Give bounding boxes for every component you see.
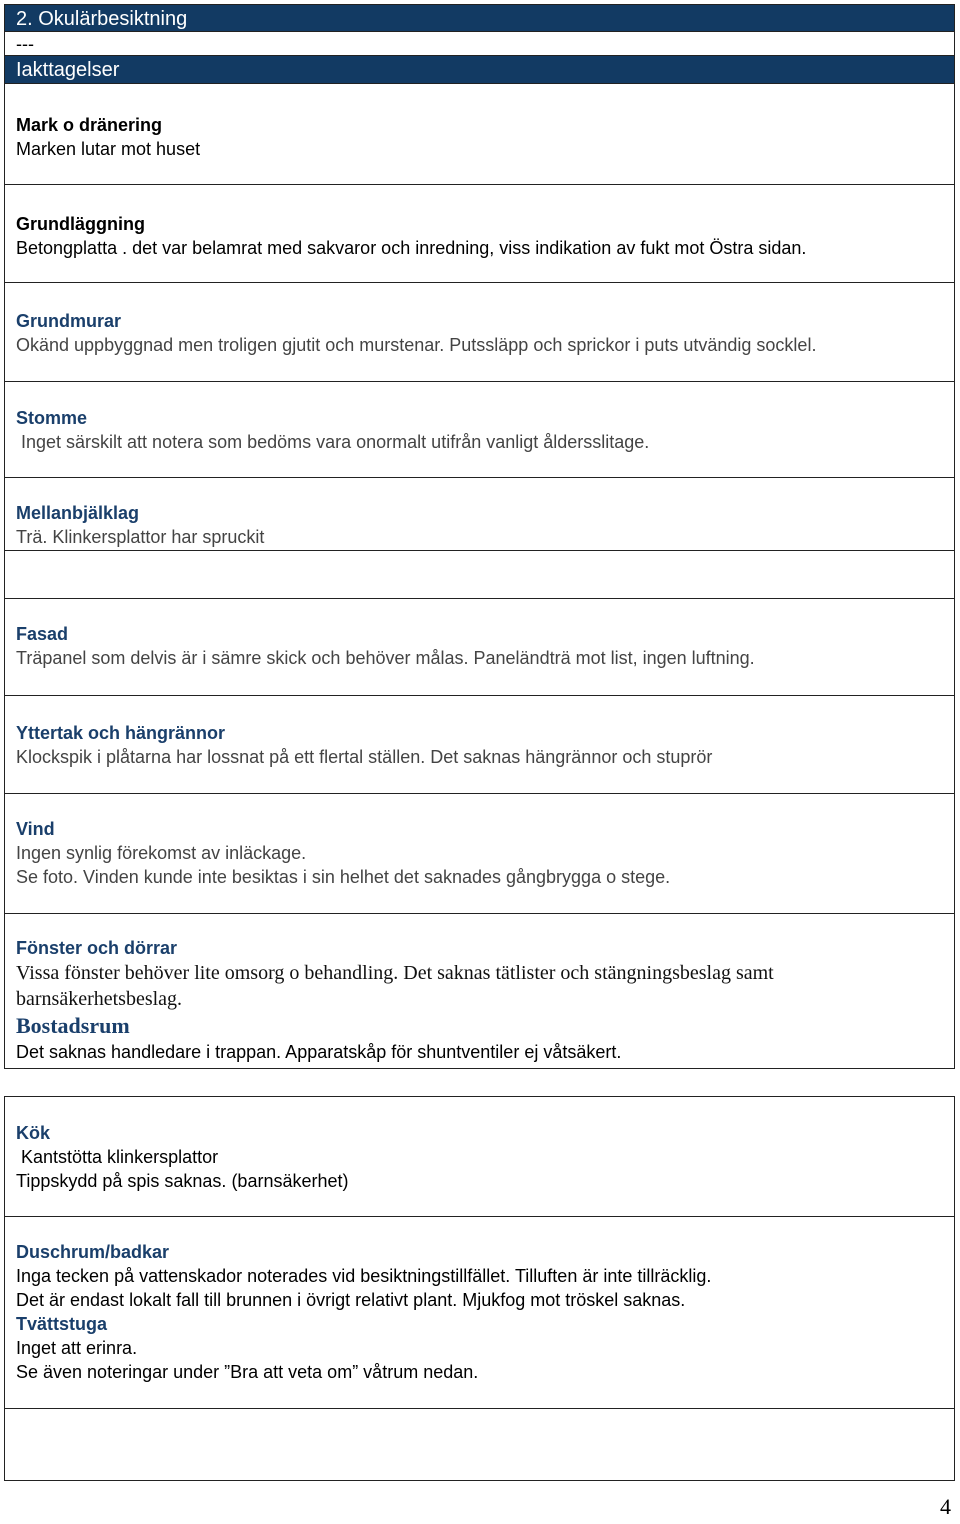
section-heading: Yttertak och hängrännor — [16, 723, 226, 743]
empty-row — [4, 1409, 955, 1481]
section-heading: Mellanbjälklag — [16, 503, 140, 523]
section-text: Träpanel som delvis är i sämre skick och behöver målas. Paneländträ mot list, ingen luftning. — [16, 648, 755, 668]
section-text: Se foto. Vinden kunde inte besiktas i sin helhet det saknades gångbrygga o stege. — [16, 867, 671, 887]
section-text: Trä. Klinkersplattor har spruckit — [16, 527, 265, 547]
section-heading: Fasad — [16, 624, 69, 644]
section-heading-tvattstuga: Tvättstuga — [16, 1314, 108, 1334]
empty-row — [4, 551, 955, 599]
section-text: Vissa fönster behöver lite omsorg o behandling. Det saknas tätlister och stängningsbeslag samt — [16, 962, 774, 984]
section-text: barnsäkerhetsbeslag. — [16, 988, 183, 1010]
section-text: Det är endast lokalt fall till brunnen i övrigt relativt plant. Mjukfog mot tröskel saknas. — [16, 1290, 686, 1310]
section-text: Det saknas handledare i trappan. Apparatskåp för shuntventiler ej våtsäkert. — [16, 1042, 622, 1062]
section-text: Inget att erinra. — [16, 1338, 138, 1358]
section-vind — [4, 794, 955, 914]
section-heading: Stomme — [16, 408, 88, 428]
section-text: Marken lutar mot huset — [16, 139, 201, 159]
section-yttertak — [4, 696, 955, 794]
section-heading: Grundmurar — [16, 311, 122, 331]
observations-title: Iakttagelser — [16, 59, 120, 81]
section-heading: Duschrum/badkar — [16, 1242, 170, 1262]
section-text: Betongplatta . det var belamrat med sakvaror och inredning, viss indikation av fukt mot Östra sidan. — [16, 238, 807, 258]
section-grundmurar — [4, 283, 955, 382]
section-fonster — [4, 914, 955, 1069]
section-heading: Vind — [16, 819, 55, 839]
section-text: Ingen synlig förekomst av inläckage. — [16, 843, 307, 863]
section-mark — [4, 84, 955, 185]
section-text: Tippskydd på spis saknas. (barnsäkerhet) — [16, 1171, 349, 1191]
section-stomme — [4, 382, 955, 478]
section-heading: Fönster och dörrar — [16, 938, 178, 958]
inspection-table-2 — [4, 1096, 955, 1481]
inspection-table — [4, 4, 955, 1069]
section-text: Klockspik i plåtarna har lossnat på ett flertal ställen. Det saknas hängrännor och stuprör — [16, 747, 713, 767]
page-number: 4 — [940, 1494, 951, 1519]
section-fasad — [4, 599, 955, 696]
section-heading-bostadsrum: Bostadsrum — [16, 1013, 130, 1038]
section-grundlaggning — [4, 185, 955, 283]
section-text: Inget särskilt att notera som bedöms vara onormalt utifrån vanligt åldersslitage. — [16, 432, 650, 452]
section-text: Inga tecken på vattenskador noterades vid besiktningstillfället. Tilluften är inte tillräcklig. — [16, 1266, 712, 1286]
dash-row — [4, 32, 955, 56]
section-text: Kantstötta klinkersplattor — [16, 1147, 219, 1167]
section-header — [4, 4, 955, 32]
section-duschrum — [4, 1217, 955, 1409]
section-heading: Grundläggning — [16, 214, 145, 234]
dash-text: --- — [16, 34, 34, 54]
section-text: Se även noteringar under ”Bra att veta om” våtrum nedan. — [16, 1362, 479, 1382]
section-heading: Mark o dränering — [16, 115, 163, 135]
section-heading: Kök — [16, 1123, 51, 1143]
section-kok — [4, 1096, 955, 1217]
section-title: 2. Okulärbesiktning — [16, 8, 188, 30]
observations-header — [4, 56, 955, 84]
section-mellanbjalklag — [4, 478, 955, 551]
section-text: Okänd uppbyggnad men troligen gjutit och murstenar. Putssläpp och sprickor i puts utvändig socklel. — [16, 335, 817, 355]
